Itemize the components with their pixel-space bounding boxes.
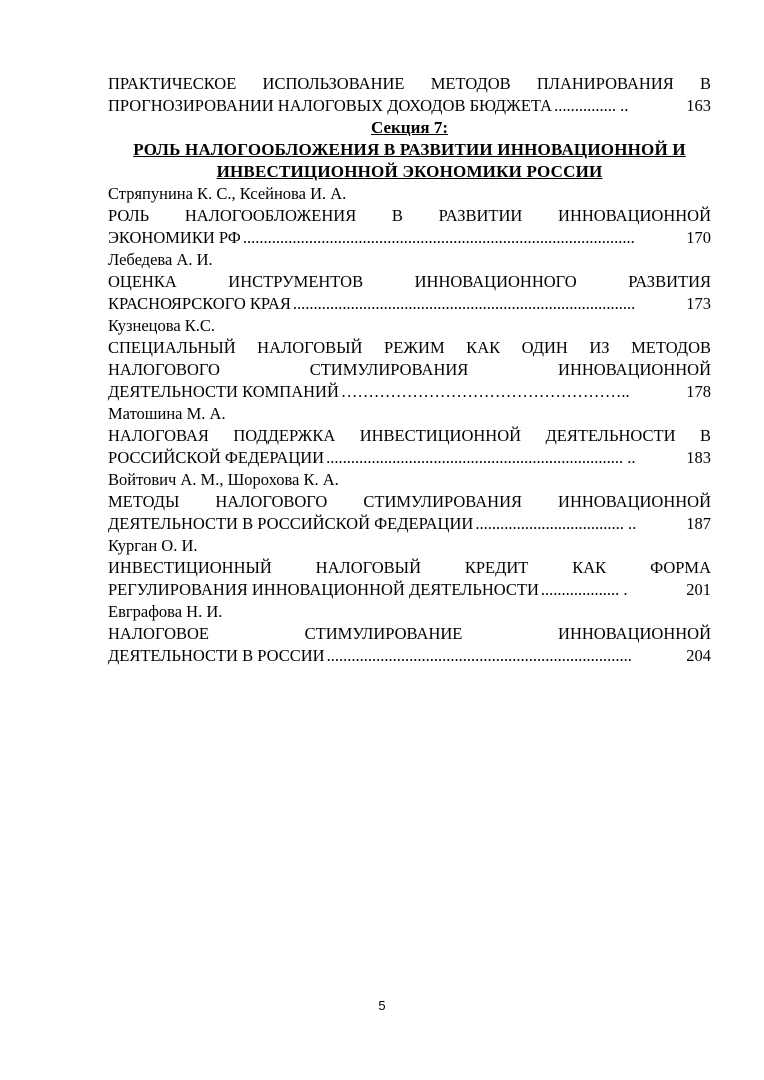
toc-entry-title-line: НАЛОГОВОГО СТИМУЛИРОВАНИЯ ИННОВАЦИОННОЙ [108, 360, 711, 379]
toc-entry-title-line: ИНВЕСТИЦИОННЫЙ НАЛОГОВЫЙ КРЕДИТ КАК ФОРМА [108, 558, 711, 577]
toc-entry[interactable] [108, 403, 711, 469]
toc-entry-title-line: МЕТОДЫ НАЛОГОВОГО СТИМУЛИРОВАНИЯ ИННОВАЦИОННОЙ [108, 492, 711, 511]
toc-entry-title-end: РЕГУЛИРОВАНИЯ ИННОВАЦИОННОЙ ДЕЯТЕЛЬНОСТИ [108, 580, 539, 599]
toc-entry-title-line: СПЕЦИАЛЬНЫЙ НАЛОГОВЫЙ РЕЖИМ КАК ОДИН ИЗ МЕТОДОВ [108, 338, 711, 357]
toc-page-number: 173 [686, 294, 711, 313]
toc-dot-leader: .......................................................................... [326, 646, 632, 665]
toc-entry-title-end: РОССИЙСКОЙ ФЕДЕРАЦИИ [108, 448, 325, 467]
toc-entry-title-end: КРАСНОЯРСКОГО КРАЯ [108, 294, 291, 313]
toc-entry-title-end: ДЕЯТЕЛЬНОСТИ В РОССИИ [108, 646, 325, 665]
toc-entry-title-line: НАЛОГОВОЕ СТИМУЛИРОВАНИЕ ИННОВАЦИОННОЙ [108, 624, 711, 643]
section-title-line: ИНВЕСТИЦИОННОЙ ЭКОНОМИКИ РОССИИ [216, 162, 603, 181]
toc-entry-last-line [108, 227, 711, 249]
toc-entry-title-end: ПРОГНОЗИРОВАНИИ НАЛОГОВЫХ ДОХОДОВ БЮДЖЕТА [108, 96, 553, 115]
toc-page-number: 163 [686, 96, 711, 115]
toc-entry[interactable] [108, 469, 711, 535]
toc-entry-last-line [108, 447, 711, 469]
toc-page-number: 178 [686, 382, 711, 401]
toc-entry-authors: Стряпунина К. С., Ксейнова И. А. [108, 184, 347, 203]
toc-entry-authors: Лебедева А. И. [108, 250, 213, 269]
toc-entry-authors: Войтович А. М., Шорохова К. А. [108, 470, 339, 489]
toc-entry-authors: Кузнецова К.С. [108, 316, 216, 335]
toc-entry[interactable] [108, 183, 711, 249]
toc-entry-authors: Матошина М. А. [108, 404, 226, 423]
toc-entry-title-end: ДЕЯТЕЛЬНОСТИ КОМПАНИЙ [108, 382, 339, 401]
toc-entry-last-line [108, 513, 711, 535]
toc-entry-last-line [108, 381, 711, 403]
toc-dot-leader: ................... . [540, 580, 628, 599]
toc-entry-title-line: НАЛОГОВАЯ ПОДДЕРЖКА ИНВЕСТИЦИОННОЙ ДЕЯТЕЛЬНОСТИ В [108, 426, 711, 445]
toc-entry-authors: Евграфова Н. И. [108, 602, 223, 621]
toc-page-number: 201 [686, 580, 711, 599]
toc-page-number: 183 [686, 448, 711, 467]
toc-entry-last-line [108, 95, 711, 117]
toc-entry-last-line [108, 579, 711, 601]
toc-dot-leader: …………………………………………….. [340, 382, 630, 401]
section-heading: Секция 7: [370, 118, 449, 137]
toc-entry-authors: Курган О. И. [108, 536, 198, 555]
toc-entry-last-line [108, 645, 711, 667]
toc-entry-last-line [108, 293, 711, 315]
toc-dot-leader: ........................................................................ .. [326, 448, 636, 467]
toc-entry-title-line: ОЦЕНКА ИНСТРУМЕНТОВ ИННОВАЦИОННОГО РАЗВИТИЯ [108, 272, 711, 291]
toc-dot-leader: ............................................................................................... [242, 228, 635, 247]
toc-dot-leader: ................................................................................... [292, 294, 636, 313]
toc-entry[interactable] [108, 315, 711, 403]
toc-dot-leader: ............... .. [554, 96, 629, 115]
table-of-contents [108, 73, 711, 667]
toc-entry[interactable] [108, 249, 711, 315]
toc-entry[interactable] [108, 73, 711, 117]
toc-entry-title-end: ДЕЯТЕЛЬНОСТИ В РОССИЙСКОЙ ФЕДЕРАЦИИ [108, 514, 474, 533]
toc-page-number: 170 [686, 228, 711, 247]
toc-dot-leader: .................................... .. [475, 514, 637, 533]
toc-entry-title-end: ЭКОНОМИКИ РФ [108, 228, 241, 247]
toc-entry[interactable] [108, 601, 711, 667]
page-number: 5 [378, 998, 386, 1013]
toc-page-number: 187 [686, 514, 711, 533]
section-title-line: РОЛЬ НАЛОГООБЛОЖЕНИЯ В РАЗВИТИИ ИННОВАЦИОННОЙ И [133, 140, 686, 159]
toc-entry-title-line: ПРАКТИЧЕСКОЕ ИСПОЛЬЗОВАНИЕ МЕТОДОВ ПЛАНИРОВАНИЯ В [108, 74, 711, 93]
toc-entry-title-line: РОЛЬ НАЛОГООБЛОЖЕНИЯ В РАЗВИТИИ ИННОВАЦИОННОЙ [108, 206, 711, 225]
toc-page-number: 204 [686, 646, 711, 665]
toc-entry-list [108, 183, 711, 667]
toc-entry[interactable] [108, 535, 711, 601]
